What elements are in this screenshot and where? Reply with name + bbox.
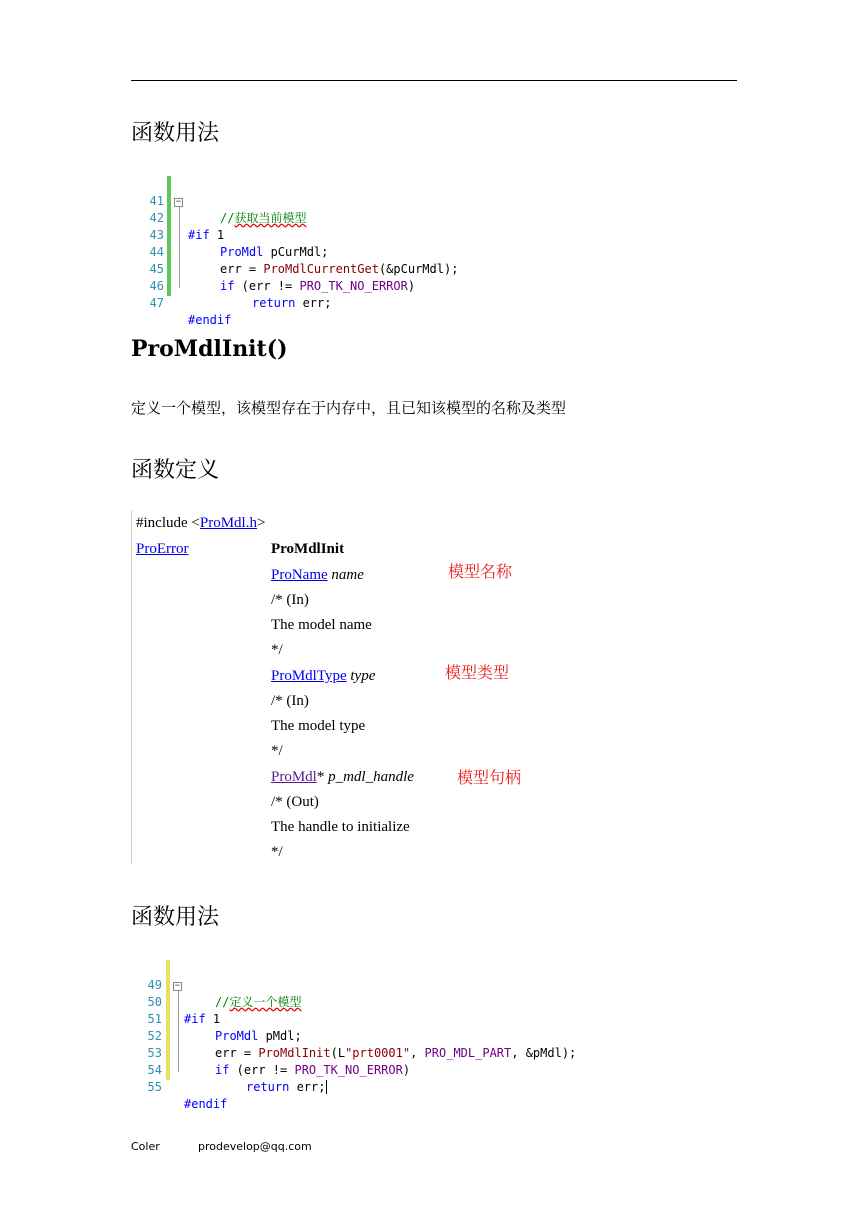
param1: ProName name <box>271 567 364 583</box>
function-definition <box>131 510 452 864</box>
include-file-link[interactable]: ProMdl.h <box>199 515 257 531</box>
code-line: 43 ProMdl pCurMdl; <box>149 228 329 259</box>
collapse-icon[interactable]: − <box>175 197 182 207</box>
definition-heading: 函数定义 <box>131 458 220 483</box>
param3: ProMdl* p_mdl_handle <box>271 769 414 785</box>
header-rule <box>131 80 737 81</box>
function-description: 定义一个模型，该模型存在于内存中，且已知该模型的名称及类型 <box>131 399 567 417</box>
annotation-model-name: 模型名称 <box>448 562 513 581</box>
param1-desc: The model name <box>271 617 372 633</box>
code-line: 54 return err; <box>147 1063 326 1094</box>
param3-type-link[interactable]: ProMdl <box>271 769 317 785</box>
usage-heading-1: 函数用法 <box>131 121 220 146</box>
code-block-1 <box>142 176 542 327</box>
param1-type-link[interactable]: ProName <box>271 567 328 583</box>
code-line: 52 err = ProMdlInit(L"prt0001", PRO_MDL_PART, &pMdl); <box>147 1029 577 1060</box>
code-line: 44 err = ProMdlCurrentGet(&pCurMdl); <box>149 245 459 276</box>
param3-close: */ <box>271 844 283 860</box>
code-line: 51 ProMdl pMdl; <box>147 1012 302 1043</box>
param2-dir: /* (In) <box>271 693 309 709</box>
code-line: 55 #endif <box>147 1080 228 1111</box>
param2-type-link[interactable]: ProMdlType <box>271 668 347 684</box>
annotation-model-handle: 模型句柄 <box>457 768 522 787</box>
code-block-2 <box>140 960 620 1111</box>
footer-email: prodevelop@qq.com <box>198 1140 312 1153</box>
collapse-icon[interactable]: − <box>174 981 181 991</box>
code-line: 42 #if 1 <box>149 211 225 242</box>
param3-dir: /* (Out) <box>271 794 319 810</box>
param1-dir: /* (In) <box>271 592 309 608</box>
code-line: 50 #if 1 <box>147 995 221 1026</box>
code-line: 47 #endif <box>149 296 232 327</box>
param3-desc: The handle to initialize <box>271 819 410 835</box>
param2-close: */ <box>271 743 283 759</box>
function-title: ProMdlInit() <box>131 336 288 362</box>
fold-guide <box>179 206 180 288</box>
func-name: ProMdlInit <box>271 541 345 557</box>
code-line: 45 if (err != PRO_TK_NO_ERROR) <box>149 262 416 293</box>
param2-desc: The model type <box>271 718 366 734</box>
include-line: #include <ProMdl.h> <box>136 515 266 531</box>
text-cursor <box>326 1080 327 1094</box>
code-line: 49 //定义一个模型 <box>147 978 302 1009</box>
return-type-link[interactable]: ProError <box>136 541 189 557</box>
code-line: 41 //获取当前模型 <box>149 194 307 225</box>
code-line: 46 return err; <box>149 279 332 310</box>
fold-guide <box>178 990 179 1072</box>
annotation-model-type: 模型类型 <box>445 663 510 682</box>
param2: ProMdlType type <box>271 668 376 684</box>
footer-author: Coler <box>131 1140 160 1153</box>
param1-close: */ <box>271 642 283 658</box>
usage-heading-2: 函数用法 <box>131 905 220 930</box>
code-line: 53 if (err != PRO_TK_NO_ERROR) <box>147 1046 411 1077</box>
